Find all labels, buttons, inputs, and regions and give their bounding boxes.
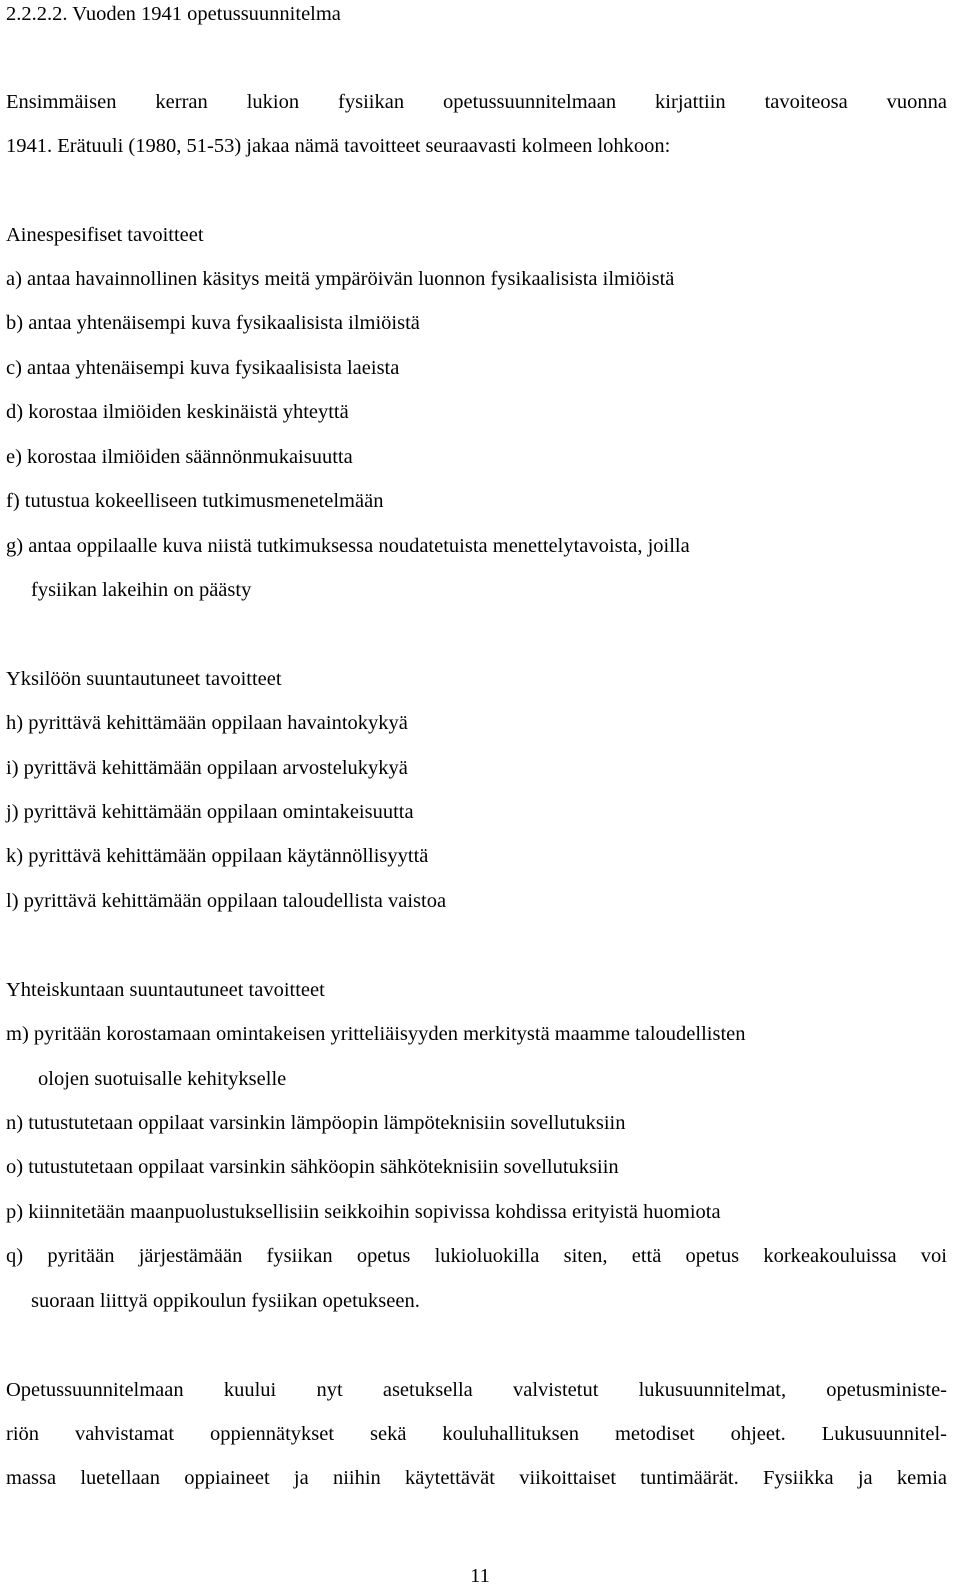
list-item-continuation: fysiikan lakeihin on päästy — [31, 579, 252, 601]
list-item: q) pyritään järjestämään fysiikan opetus lukioluokilla siten, että opetus korkeakouluissa voi — [6, 1245, 947, 1267]
list-item: i) pyrittävä kehittämään oppilaan arvostelukykyä — [6, 757, 408, 779]
list-item: k) pyrittävä kehittämään oppilaan käytännöllisyyttä — [6, 845, 429, 867]
closing-line-2: riön vahvistamat oppiennätykset sekä kouluhallituksen metodiset ohjeet. Lukusuunnitel- — [6, 1423, 947, 1445]
list-item: j) pyrittävä kehittämään oppilaan omintakeisuutta — [6, 801, 414, 823]
list-item: p) kiinnitetään maanpuolustuksellisiin seikkoihin sopivissa kohdissa erityistä huomiota — [6, 1201, 721, 1223]
section-title-yksiloon: Yksilöön suuntautuneet tavoitteet — [6, 668, 282, 690]
list-item: e) korostaa ilmiöiden säännönmukaisuutta — [6, 446, 353, 468]
list-item: h) pyrittävä kehittämään oppilaan havaintokykyä — [6, 712, 408, 734]
section-title-yhteiskuntaan: Yhteiskuntaan suuntautuneet tavoitteet — [6, 979, 325, 1001]
closing-line-1: Opetussuunnitelmaan kuului nyt asetuksella valvistetut lukusuunnitelmat, opetusministe- — [6, 1379, 947, 1401]
list-item: d) korostaa ilmiöiden keskinäistä yhteyttä — [6, 401, 349, 423]
list-item: o) tutustutetaan oppilaat varsinkin sähköopin sähköteknisiin sovellutuksiin — [6, 1156, 619, 1178]
list-item: f) tutustua kokeelliseen tutkimusmenetelmään — [6, 490, 384, 512]
list-item: a) antaa havainnollinen käsitys meitä ympäröivän luonnon fysikaalisista ilmiöistä — [6, 268, 675, 290]
section-heading: 2.2.2.2. Vuoden 1941 opetussuunnitelma — [6, 3, 341, 25]
list-item-continuation: suoraan liittyä oppikoulun fysiikan opetukseen. — [31, 1290, 420, 1312]
intro-line-1: Ensimmäisen kerran lukion fysiikan opetussuunnitelmaan kirjattiin tavoiteosa vuonna — [6, 91, 947, 113]
page-number: 11 — [470, 1565, 490, 1587]
closing-line-3: massa luetellaan oppiaineet ja niihin käytettävät viikoittaiset tuntimäärät. Fysiikka ja kemia — [6, 1467, 947, 1489]
list-item: n) tutustutetaan oppilaat varsinkin lämpöopin lämpöteknisiin sovellutuksiin — [6, 1112, 626, 1134]
list-item-continuation: olojen suotuisalle kehitykselle — [38, 1068, 287, 1090]
list-item: b) antaa yhtenäisempi kuva fysikaalisista ilmiöistä — [6, 312, 420, 334]
list-item: m) pyritään korostamaan omintakeisen yritteliäisyyden merkitystä maamme taloudellisten — [6, 1023, 746, 1045]
intro-line-2: 1941. Erätuuli (1980, 51-53) jakaa nämä tavoitteet seuraavasti kolmeen lohkoon: — [6, 135, 671, 157]
section-title-ainespesifiset: Ainespesifiset tavoitteet — [6, 224, 204, 246]
list-item: l) pyrittävä kehittämään oppilaan taloudellista vaistoa — [6, 890, 447, 912]
list-item: g) antaa oppilaalle kuva niistä tutkimuksessa noudatetuista menettelytavoista, joilla — [6, 535, 690, 557]
list-item: c) antaa yhtenäisempi kuva fysikaalisista laeista — [6, 357, 400, 379]
